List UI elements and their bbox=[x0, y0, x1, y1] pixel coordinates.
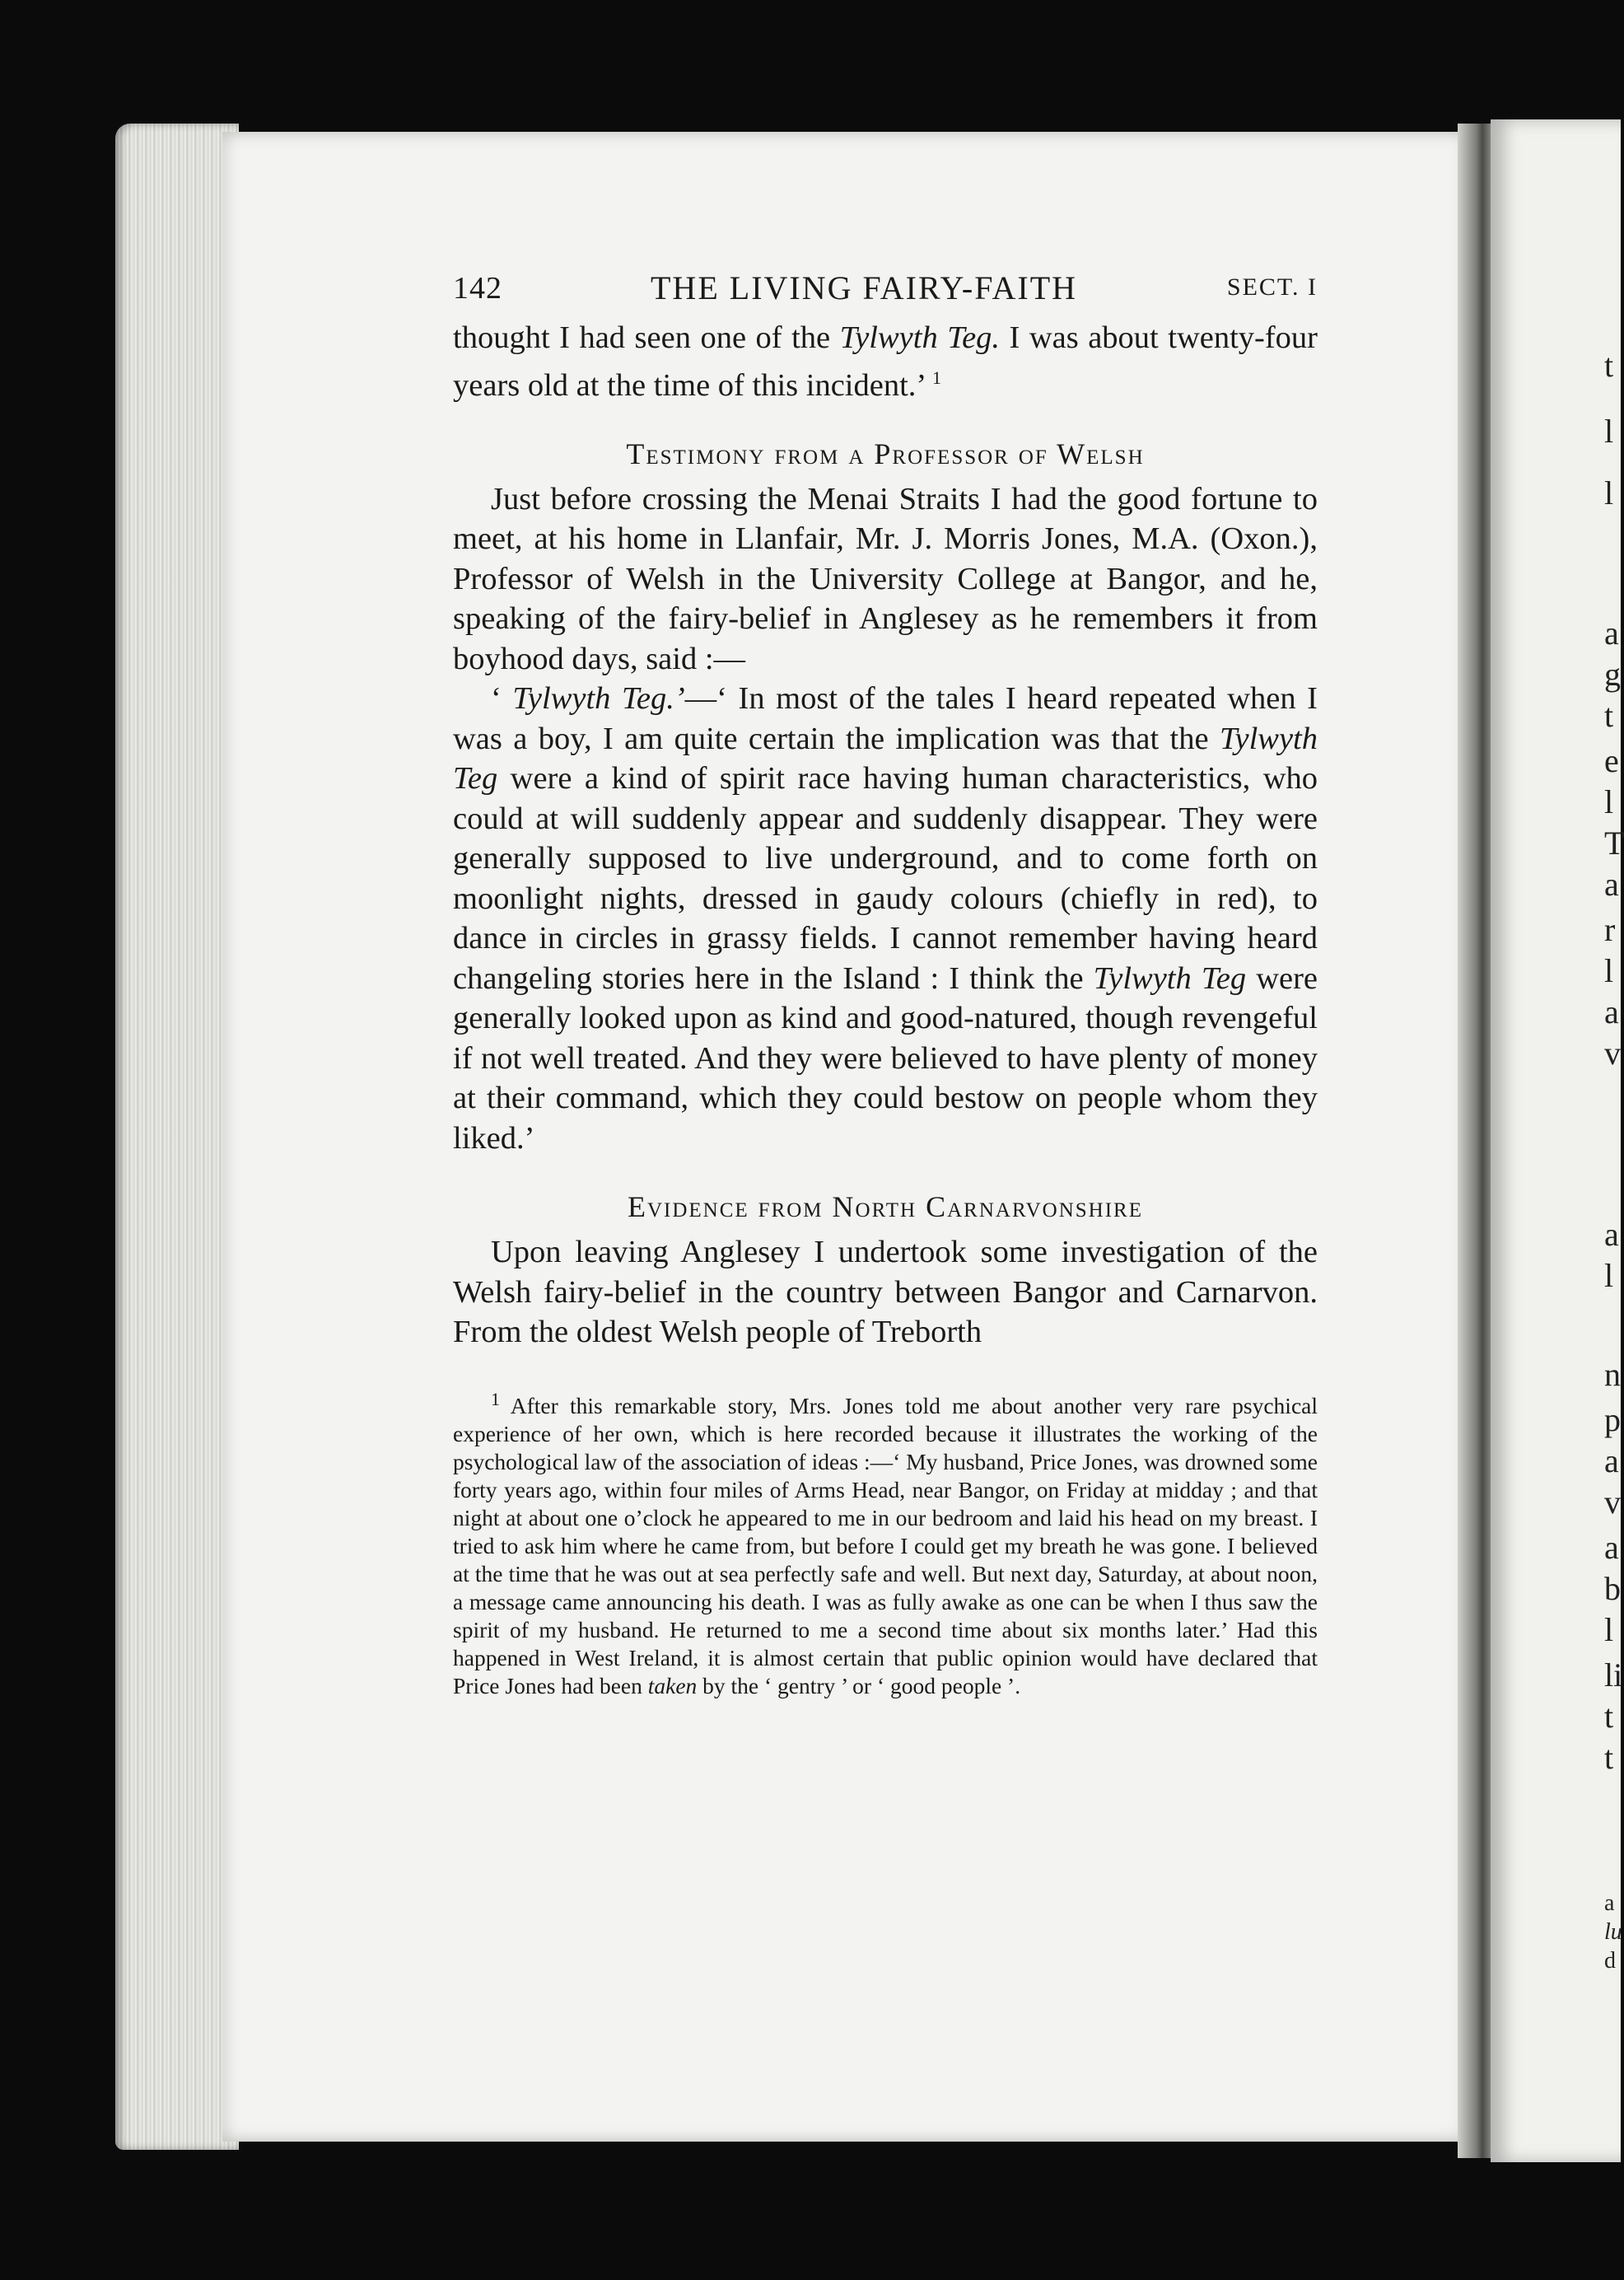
page-block-edges bbox=[115, 124, 239, 2150]
facing-page-fragment: v bbox=[1604, 1035, 1621, 1072]
section-heading-north-carnarvonshire: Evidence from North Carnarvonshire bbox=[627, 1190, 1144, 1224]
facing-page-fragment: v bbox=[1604, 1483, 1621, 1521]
facing-page-fragment: a bbox=[1604, 993, 1619, 1030]
text-run: I was about twenty-four years old at the time of this incident.’ bbox=[453, 320, 1318, 403]
facing-page-fragment: d bbox=[1604, 1948, 1616, 1974]
paragraph: Just before crossing the Menai Straits I had the good fortune to meet, at his home in Llanfair, Mr. J. Morris Jones, M.A. (Oxon.), Professor of Welsh in the University College at Bangor, and he, speaking of the fairy-belief in Anglesey as he remembers it from boyhood days, said :— bbox=[453, 481, 1318, 676]
facing-page-fragment: l bbox=[1604, 783, 1614, 820]
section-heading-professor-of-welsh: Testimony from a Professor of Welsh bbox=[626, 437, 1145, 470]
facing-page-fragment: r bbox=[1604, 911, 1616, 948]
facing-page-fragment: t bbox=[1604, 1698, 1614, 1735]
facing-page-fragment: T bbox=[1604, 825, 1624, 862]
italic-term: Tylwyth Teg bbox=[453, 721, 1318, 797]
italic-term: Tylwyth Teg bbox=[1093, 960, 1247, 996]
facing-page-fragment: e bbox=[1604, 742, 1619, 779]
text-run: ‘ bbox=[491, 681, 513, 717]
facing-page-fragment: l bbox=[1604, 1611, 1614, 1648]
section-label: SECT. I bbox=[1226, 273, 1318, 301]
italic-term: Tylwyth Teg.’ bbox=[512, 681, 685, 717]
continued-paragraph bbox=[453, 318, 1318, 405]
text-run: were generally looked upon as kind and good-natured, though revengeful if not well treated. And they were believed to have plenty of money at their command, which they could bestow on people whom they liked.’ bbox=[453, 960, 1318, 1156]
facing-page-fragment: a bbox=[1604, 866, 1619, 903]
facing-page-fragment: l bbox=[1604, 952, 1614, 989]
facing-page-fragment: l bbox=[1604, 413, 1614, 450]
facing-page-fragment: a bbox=[1604, 614, 1619, 652]
quoted-paragraph bbox=[453, 679, 1318, 1158]
italic-term: Tylwyth Teg. bbox=[839, 320, 1001, 355]
facing-page-fragment: b bbox=[1604, 1570, 1621, 1607]
facing-page-fragment: lu bbox=[1604, 1919, 1622, 1945]
text-run: by the ‘ gentry ’ or ‘ good people ’. bbox=[697, 1672, 1021, 1698]
facing-page bbox=[1491, 119, 1624, 2162]
text-run: were a kind of spirit race having human characteristics, who could at will suddenly appear and suddenly disappear. They were generally supposed to live underground, and to come forth on moonlight nights, dressed in gaudy colours (chiefly in red), to dance in circles in grassy fields. I cannot remember having heard changeling stories here in the Island : I think the bbox=[453, 761, 1318, 996]
footnote-mark: 1 bbox=[491, 1388, 500, 1409]
page-content bbox=[453, 264, 1318, 1722]
facing-page-fragment: li bbox=[1604, 1656, 1623, 1694]
facing-page-fragment: p bbox=[1604, 1401, 1621, 1438]
footnote-reference: 1 bbox=[931, 367, 941, 388]
text-run: After this remarkable story, Mrs. Jones told me about another very rare psychical experience of her own, which is here recorded because it illustrates the working of the psychological law of the association of ideas :—‘ My husband, Price Jones, was drowned some forty years ago, within four miles of Arms Head, near Bangor, on Friday at midday ; and that night at about one o’clock he appeared to me in our bedroom and laid his head on my breast. I tried to ask him where he came from, but before I could get my breath he was gone. I believed at the time that he was out at sea perfectly safe and well. But next day, Saturday, at about noon, a message came announcing his death. I was as fully awake as one can be when I thus saw the spirit of my husband. He returned to me a second time about six months later.’ Had this happened in West Ireland, it is almost certain that public opinion would have declared that Price Jones had been bbox=[453, 1392, 1318, 1698]
facing-page-fragment: t bbox=[1604, 1739, 1614, 1776]
footnote bbox=[453, 1385, 1318, 1700]
book-title: THE LIVING FAIRY-FAITH bbox=[651, 269, 1078, 306]
running-head bbox=[453, 264, 1318, 313]
italic-term: taken bbox=[647, 1672, 698, 1698]
text-run: thought I had seen one of the bbox=[453, 320, 840, 355]
facing-page-fragment: a bbox=[1604, 1529, 1619, 1566]
page-number: 142 bbox=[453, 271, 502, 306]
facing-page-fragment: a bbox=[1604, 1890, 1615, 1916]
text-run: —‘ In most of the tales I heard repeated when I was a boy, I am quite certain the implication was that the bbox=[453, 681, 1318, 756]
facing-page-fragment: t bbox=[1604, 347, 1614, 384]
facing-page-fragment: g bbox=[1604, 656, 1621, 693]
facing-page-fragment: n bbox=[1604, 1356, 1621, 1393]
facing-page-fragment: l bbox=[1604, 1257, 1614, 1294]
facing-page-fragment: l bbox=[1604, 474, 1614, 512]
facing-page-fragment: a bbox=[1604, 1442, 1619, 1479]
facing-page-fragment: a bbox=[1604, 1216, 1619, 1253]
facing-page-fragment: t bbox=[1604, 697, 1614, 734]
paragraph: Upon leaving Anglesey I undertook some investigation of the Welsh fairy-belief in the country between Bangor and Carnarvon. From the oldest Welsh people of Treborth bbox=[453, 1235, 1318, 1350]
